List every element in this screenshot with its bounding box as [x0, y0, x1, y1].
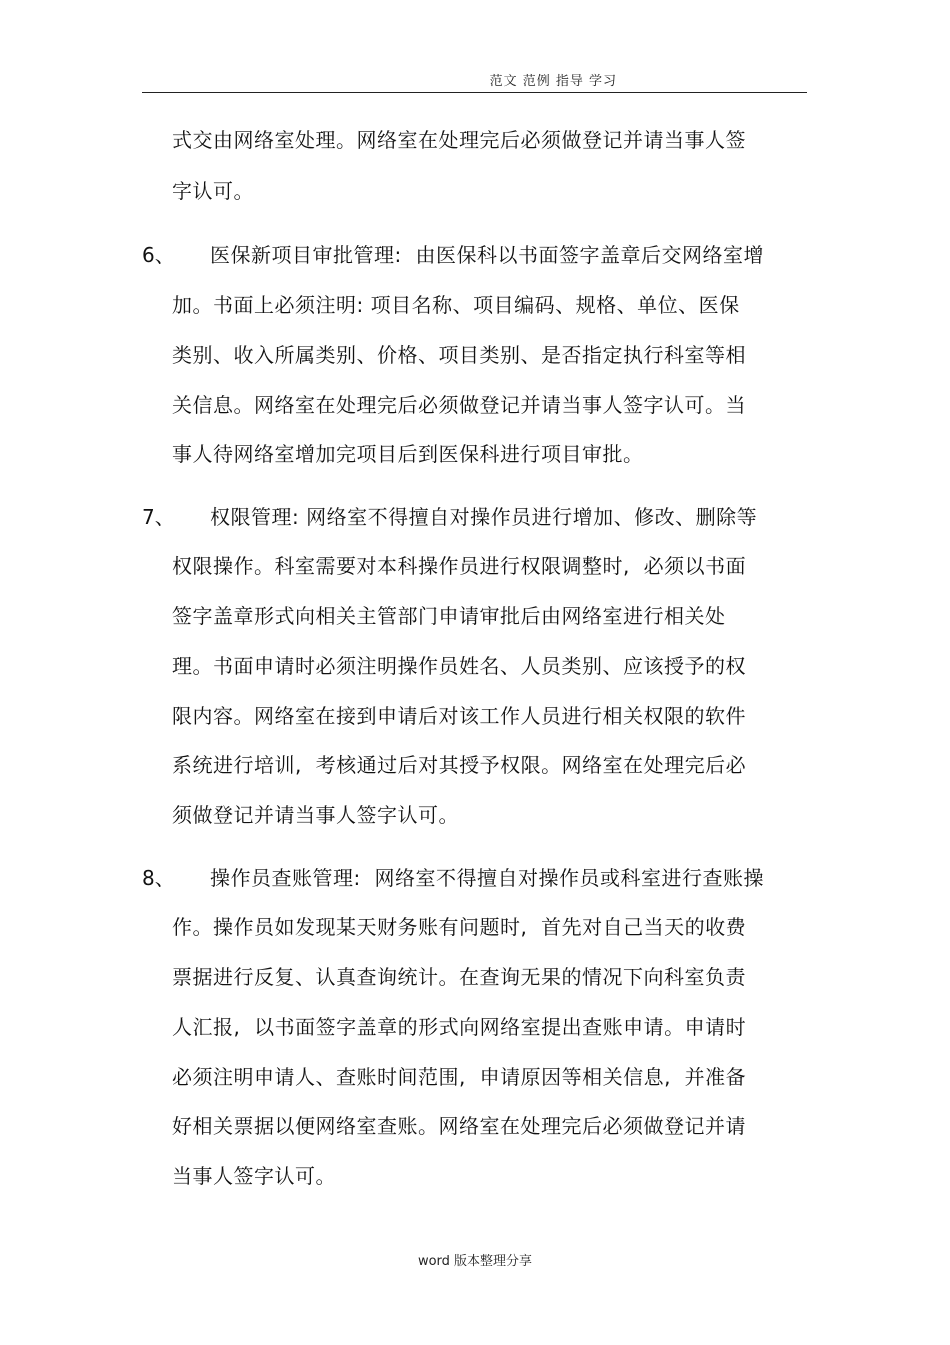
- header-text: 范文 范例 指导 学习: [489, 74, 617, 89]
- text-line: 限内容。网络室在接到申请后对该工作人员进行相关权限的软件: [172, 704, 746, 728]
- text-line: 系统进行培训, 考核通过后对其授予权限。网络室在处理完后必: [172, 753, 747, 777]
- text-line: 式交由网络室处理。网络室在处理完后必须做登记并请当事人签: [172, 128, 746, 152]
- text-line: 必须注明申请人、查账时间范围, 申请原因等相关信息, 并准备: [172, 1065, 747, 1089]
- text-line: 人汇报, 以书面签字盖章的形式向网络室提出查账申请。申请时: [172, 1015, 747, 1039]
- text-line: 加。书面上必须注明: 项目名称、项目编码、规格、单位、医保: [172, 293, 740, 317]
- text-line: 好相关票据以便网络室查账。网络室在处理完后必须做登记并请: [172, 1114, 746, 1138]
- text-line: 票据进行反复、认真查询统计。在查询无果的情况下向科室负责: [172, 965, 746, 989]
- text-line: 权限操作。科室需要对本科操作员进行权限调整时, 必须以书面: [172, 554, 747, 578]
- text-line: 类别、收入所属类别、价格、项目类别、是否指定执行科室等相: [172, 343, 746, 367]
- item-number: 8、: [142, 866, 175, 890]
- text-line: 当事人签字认可。: [172, 1164, 336, 1188]
- text-line: 签字盖章形式向相关主管部门申请审批后由网络室进行相关处: [172, 604, 726, 628]
- page-footer: word 版本整理分享: [417, 1254, 533, 1269]
- text-line: 须做登记并请当事人签字认可。: [172, 803, 459, 827]
- text-line: 作。操作员如发现某天财务账有问题时, 首先对自己当天的收费: [172, 915, 747, 939]
- text-line: 事人待网络室增加完项目后到医保科进行项目审批。: [172, 442, 644, 466]
- text-line: 关信息。网络室在处理完后必须做登记并请当事人签字认可。当: [172, 393, 746, 417]
- text-line: 权限管理: 网络室不得擅自对操作员进行增加、修改、删除等: [210, 505, 758, 529]
- item-number: 6、: [142, 243, 175, 267]
- item-number: 7、: [142, 505, 175, 529]
- text-line: 医保新项目审批管理: 由医保科以书面签字盖章后交网络室增: [210, 243, 764, 267]
- text-line: 理。书面申请时必须注明操作员姓名、人员类别、应该授予的权: [172, 654, 746, 678]
- page-header: [142, 66, 807, 93]
- text-line: 字认可。: [172, 179, 254, 203]
- text-line: 操作员查账管理: 网络室不得擅自对操作员或科室进行查账操: [210, 866, 764, 890]
